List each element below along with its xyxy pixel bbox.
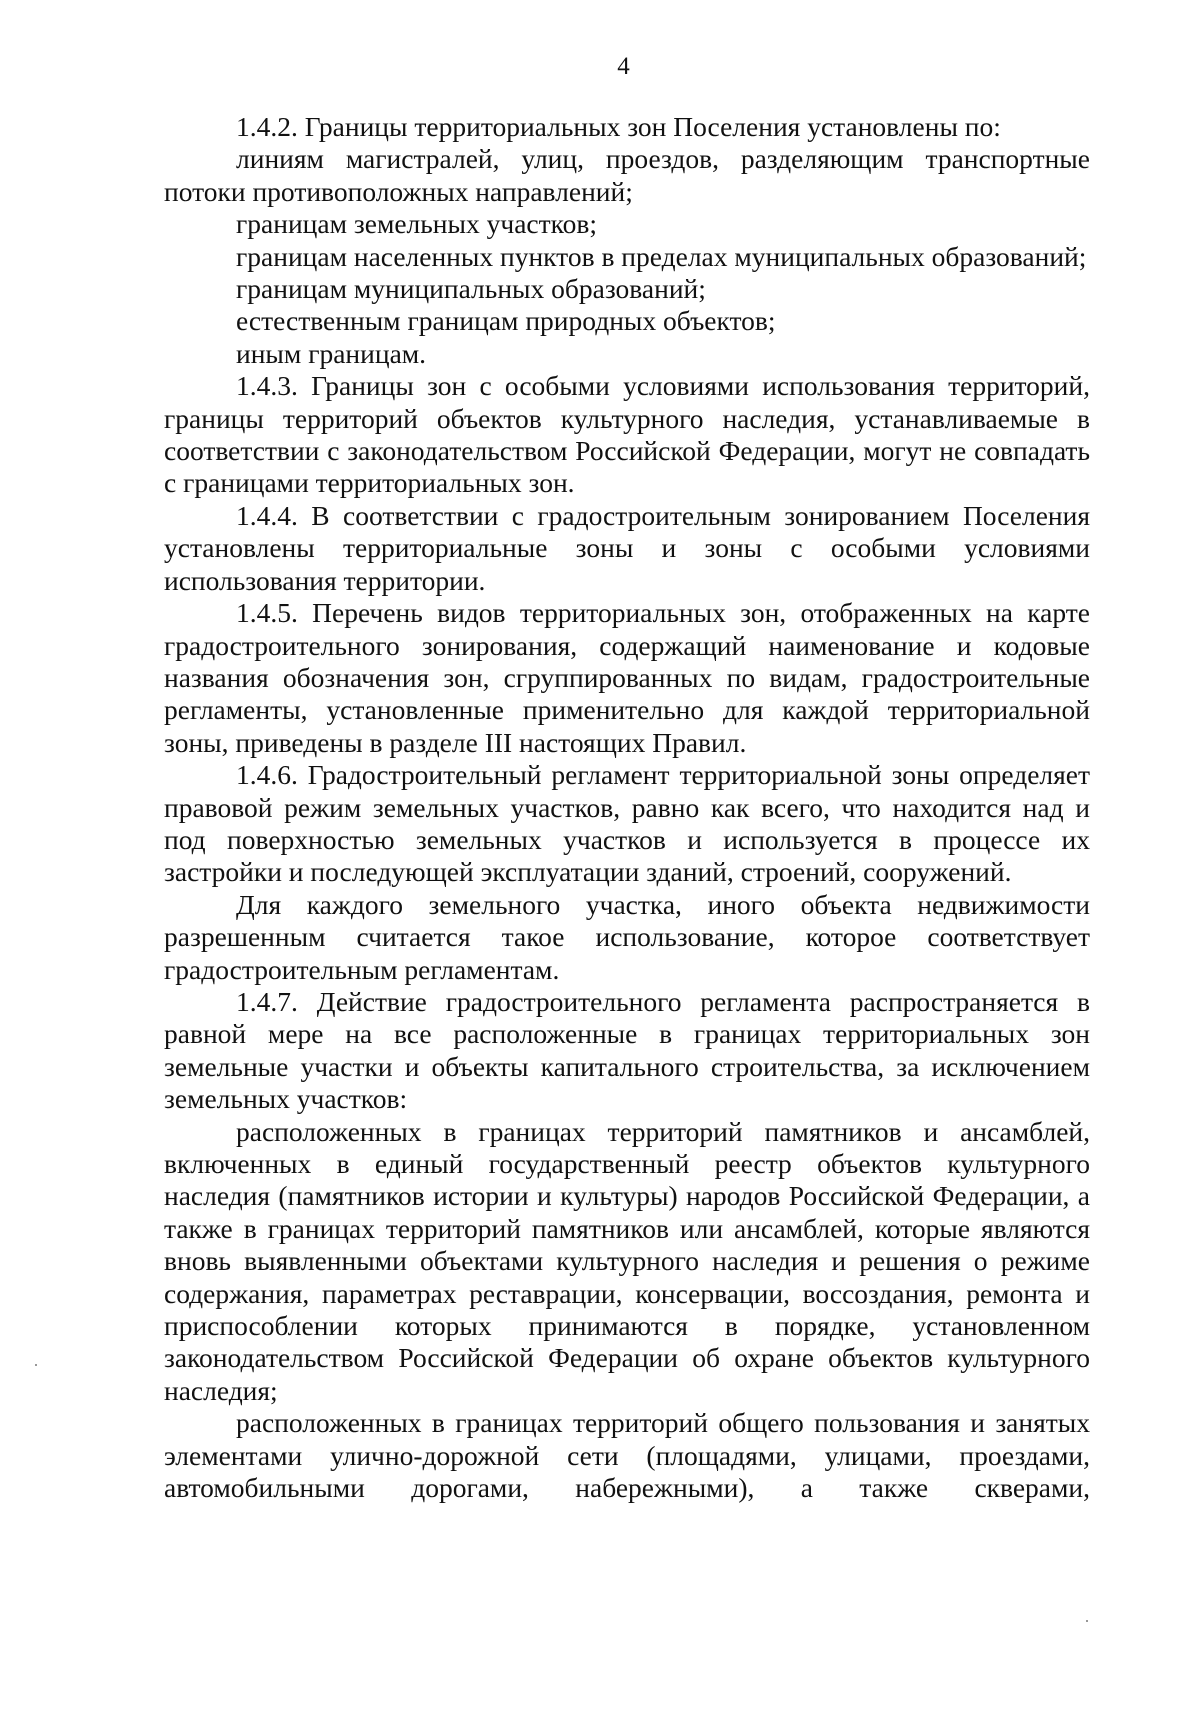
list-item-natural: естественным границам природных объектов; <box>236 305 776 337</box>
list-item-other: иным границам. <box>236 337 427 369</box>
list-item-monuments: расположенных в границах территорий памятников и ансамблей, включенных в единый государственный реестр объектов культурного наследия (памятников истории и культуры) народов Российской Федерации, а также в границах территорий памятников или ансамблей, которые являются вновь выявленными объектами культурного наследия и решения о режиме содержания, параметрах реставрации, консервации, воссоздания, ремонта и приспособлении которых принимаются в порядке, установленном законодательством Российской Федерации об охране объектов культурного наследия; <box>164 1115 1090 1406</box>
paragraph-1-4-7: 1.4.7. Действие градостроительного регламента распространяется в равной мере на все расположенные в границах территориальных зон земельные участки и объекты капитального строительства, за исключением земельных участков: <box>164 985 1090 1115</box>
list-item-municipal: границам муниципальных образований; <box>236 273 706 305</box>
paragraph-1-4-2: 1.4.2. Границы территориальных зон Поселения установлены по: <box>236 111 1001 142</box>
paragraph-each-plot: Для каждого земельного участка, иного объекта недвижимости разрешенным считается такое использование, которое соответствует градостроительным регламентам. <box>164 888 1090 985</box>
paragraph-1-4-5: 1.4.5. Перечень видов территориальных зон, отображенных на карте градостроительного зонирования, содержащий наименование и кодовые названия обозначения зон, сгруппированных по видам, градостроительные регламенты, установленные применительно для каждой территориальной зоны, приведены в разделе III настоящих Правил. <box>164 597 1090 758</box>
scan-speck <box>1086 1620 1088 1622</box>
list-item-public-use: расположенных в границах территорий общего пользования и занятых элементами улично-дорожной сети (площадями, улицами, проездами, автомобильными дорогами, набережными), а также скверами, <box>164 1407 1090 1504</box>
paragraph-1-4-6: 1.4.6. Градостроительный регламент территориальной зоны определяет правовой режим земельных участков, равно как всего, что находится над и под поверхностью земельных участков и используется в процессе их застройки и последующей эксплуатации зданий, строений, сооружений. <box>164 759 1090 888</box>
page-number: 4 <box>617 53 630 80</box>
scan-speck <box>35 1364 37 1366</box>
list-item-lines: линиям магистралей, улиц, проездов, разделяющим транспортные потоки противоположных направлений; <box>164 143 1090 207</box>
paragraph-1-4-4: 1.4.4. В соответствии с градостроительным зонированием Поселения установлены территориальные зоны и зоны с особыми условиями использования территории. <box>164 499 1090 596</box>
document-body <box>164 111 1090 1504</box>
list-item-land-plots: границам земельных участков; <box>236 208 597 240</box>
list-item-settlements: границам населенных пунктов в пределах муниципальных образований; <box>236 240 1087 272</box>
paragraph-1-4-3: 1.4.3. Границы зон с особыми условиями использования территорий, границы территорий объектов культурного наследия, устанавливаемые в соответствии с законодательством Российской Федерации, могут не совпадать с границами территориальных зон. <box>164 370 1090 499</box>
